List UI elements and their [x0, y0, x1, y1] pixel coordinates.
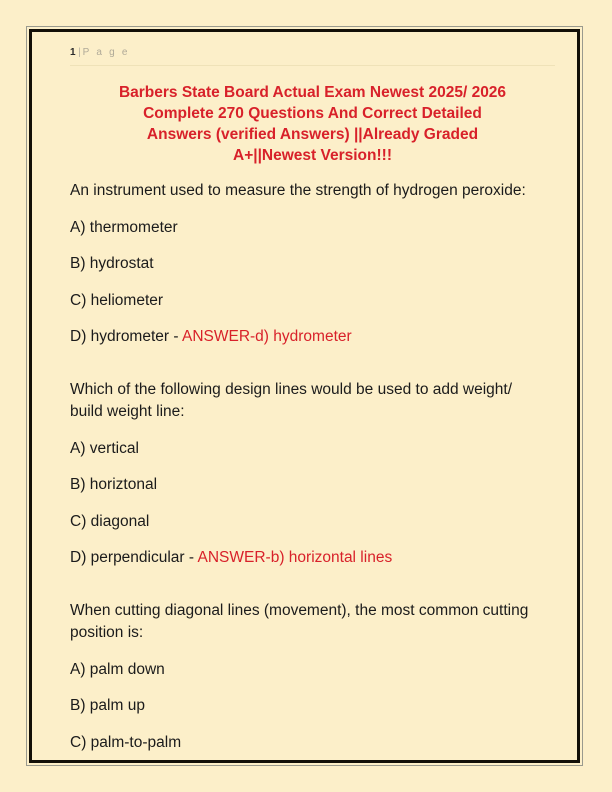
question-stem: When cutting diagonal lines (movement), the most common cutting position is:	[70, 601, 529, 641]
answer-option-text: A) palm down	[70, 660, 165, 678]
answer-option[interactable]	[70, 547, 555, 570]
correct-answer-text: ANSWER-d) hydrometer	[181, 328, 352, 345]
answer-option-text: B) horiztonal	[70, 476, 158, 493]
title-line-1: Barbers State Board Actual Exam Newest 2025/ 2026	[118, 84, 507, 101]
title-line-3: Answers (verified Answers) ||Already Graded	[146, 126, 479, 143]
answer-option[interactable]	[70, 659, 555, 682]
header-separator: |	[78, 47, 81, 58]
answer-option-text: C) diagonal	[70, 512, 150, 530]
answer-option[interactable]	[70, 732, 555, 755]
question-block	[70, 379, 555, 570]
answer-option[interactable]	[70, 511, 555, 534]
header-page-label: P a g e	[82, 47, 130, 58]
question-block	[70, 180, 555, 349]
answer-option-text: C) heliometer	[70, 291, 164, 309]
answer-option[interactable]	[70, 474, 555, 497]
answer-option-text: C) palm-to-palm	[70, 733, 182, 751]
page-content	[32, 32, 577, 760]
question-block	[70, 600, 555, 755]
answer-option[interactable]	[70, 253, 555, 276]
question-stem: Which of the following design lines would be used to add weight/ build weight line:	[70, 380, 513, 420]
answer-option-text: A) vertical	[70, 439, 139, 457]
answer-option[interactable]	[70, 290, 555, 313]
answer-option[interactable]	[70, 695, 555, 718]
page-header	[70, 42, 555, 66]
page-border-outer	[26, 26, 583, 766]
page-border-inner	[29, 29, 580, 763]
question-stem: An instrument used to measure the strength of hydrogen peroxide:	[70, 182, 526, 199]
question-list	[70, 180, 555, 754]
answer-option-text: B) palm up	[70, 697, 145, 714]
document-title	[84, 82, 541, 166]
answer-option[interactable]	[70, 438, 555, 461]
title-line-2: Complete 270 Questions And Correct Detailed	[143, 105, 482, 122]
correct-answer-text: ANSWER-b) horizontal lines	[197, 549, 393, 566]
answer-option-text: D) hydrometer -	[70, 328, 182, 345]
answer-option-text: A) thermometer	[70, 218, 178, 236]
title-line-4: A+||Newest Version!!!	[233, 147, 392, 164]
answer-option[interactable]	[70, 217, 555, 240]
answer-option-text: D) perpendicular -	[70, 549, 198, 566]
header-page-number: 1	[70, 47, 77, 58]
answer-option[interactable]	[70, 326, 555, 349]
answer-option-text: B) hydrostat	[70, 255, 154, 272]
